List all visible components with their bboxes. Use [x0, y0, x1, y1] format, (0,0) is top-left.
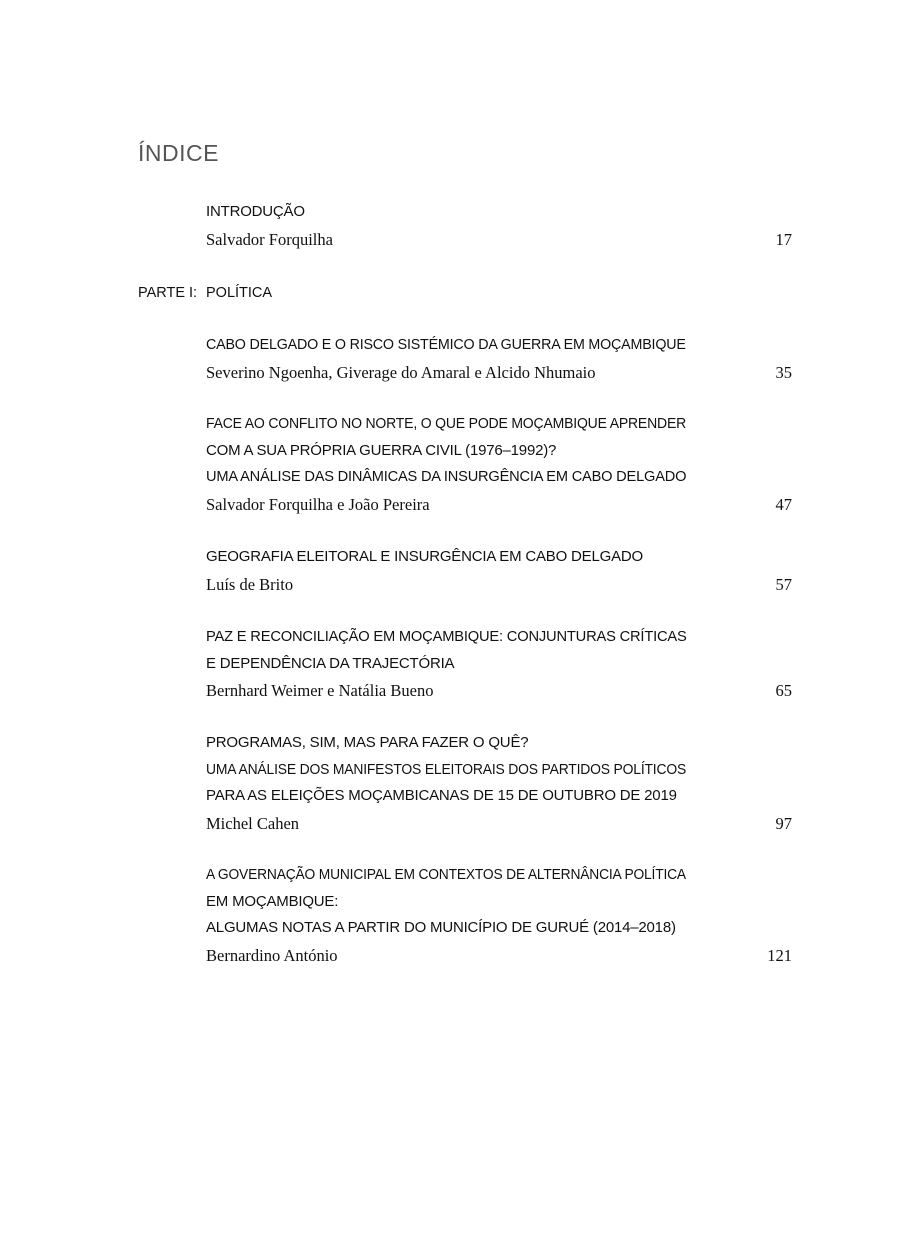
toc-entry-author-row	[206, 810, 792, 838]
toc-entry-author: Michel Cahen	[206, 813, 300, 833]
toc-entry-title-line: PAZ E RECONCILIAÇÃO EM MOÇAMBIQUE: CONJUNTURAS CRÍTICAS	[206, 628, 687, 645]
toc-entry-page-number: 97	[775, 813, 792, 833]
toc-entry-page-number: 47	[775, 494, 792, 514]
toc-entry	[206, 332, 792, 387]
toc-entry-title-line: UMA ANÁLISE DOS MANIFESTOS ELEITORAIS DOS PARTIDOS POLÍTICOS	[206, 760, 687, 778]
toc-entry-author-row	[206, 491, 792, 519]
toc-entry-title-line: CABO DELGADO E O RISCO SISTÉMICO DA GUERRA EM MOÇAMBIQUE	[206, 336, 686, 353]
toc-entry-author-row	[206, 226, 792, 254]
part-heading	[138, 280, 272, 306]
toc-entry-author-row	[206, 942, 792, 970]
toc-entry-title-line: PROGRAMAS, SIM, MAS PARA FAZER O QUÊ?	[206, 734, 529, 751]
toc-entry-title-line: FACE AO CONFLITO NO NORTE, O QUE PODE MOÇAMBIQUE APRENDER	[206, 415, 687, 432]
toc-entry-author: Salvador Forquilha e João Pereira	[206, 494, 430, 514]
toc-entry-author-row	[206, 571, 792, 599]
toc-entry-title-line: ALGUMAS NOTAS A PARTIR DO MUNICÍPIO DE GURUÉ (2014–2018)	[206, 919, 676, 936]
toc-entry-author: Luís de Brito	[206, 574, 294, 594]
toc-entry-page-number: 57	[775, 574, 792, 594]
toc-entry-author: Salvador Forquilha	[206, 229, 333, 249]
toc-entry	[206, 544, 792, 599]
toc-entry-author: Bernhard Weimer e Natália Bueno	[206, 681, 434, 700]
toc-entry-title-line: EM MOÇAMBIQUE:	[206, 892, 339, 910]
part-name: POLÍTICA	[206, 285, 273, 301]
toc-entry-title-line: COM A SUA PRÓPRIA GUERRA CIVIL (1976–1992)?	[206, 441, 557, 459]
page-title: ÍNDICE	[138, 140, 219, 166]
toc-entry-page-number: 65	[775, 681, 792, 700]
toc-entry-page-number: 121	[767, 945, 792, 965]
toc-entry-author: Severino Ngoenha, Giverage do Amaral e Alcido Nhumaio	[206, 362, 596, 382]
toc-entry	[206, 862, 792, 970]
toc-entry-page-number: 35	[775, 362, 792, 382]
toc-entry-author-row	[206, 359, 792, 387]
toc-entry-title-line: E DEPENDÊNCIA DA TRAJECTÓRIA	[206, 654, 455, 672]
toc-entry-title-line: GEOGRAFIA ELEITORAL E INSURGÊNCIA EM CABO DELGADO	[206, 548, 643, 565]
toc-entry	[206, 730, 792, 838]
part-label: PARTE I:	[138, 285, 198, 301]
toc-entry	[206, 624, 792, 705]
toc-entry	[206, 411, 792, 519]
toc-entry-title: INTRODUÇÃO	[206, 203, 305, 220]
toc-entry-author-row	[206, 677, 792, 705]
toc-entry-intro	[206, 199, 792, 254]
toc-entry-author: Bernardino António	[206, 945, 338, 965]
toc-entry-title-line: UMA ANÁLISE DAS DINÂMICAS DA INSURGÊNCIA EM CABO DELGADO	[206, 468, 687, 485]
toc-entry-title-line: A GOVERNAÇÃO MUNICIPAL EM CONTEXTOS DE ALTERNÂNCIA POLÍTICA	[206, 866, 686, 883]
toc-entry-page-number: 17	[775, 229, 792, 249]
toc-entry-title-line: PARA AS ELEIÇÕES MOÇAMBICANAS DE 15 DE OUTUBRO DE 2019	[206, 787, 677, 804]
